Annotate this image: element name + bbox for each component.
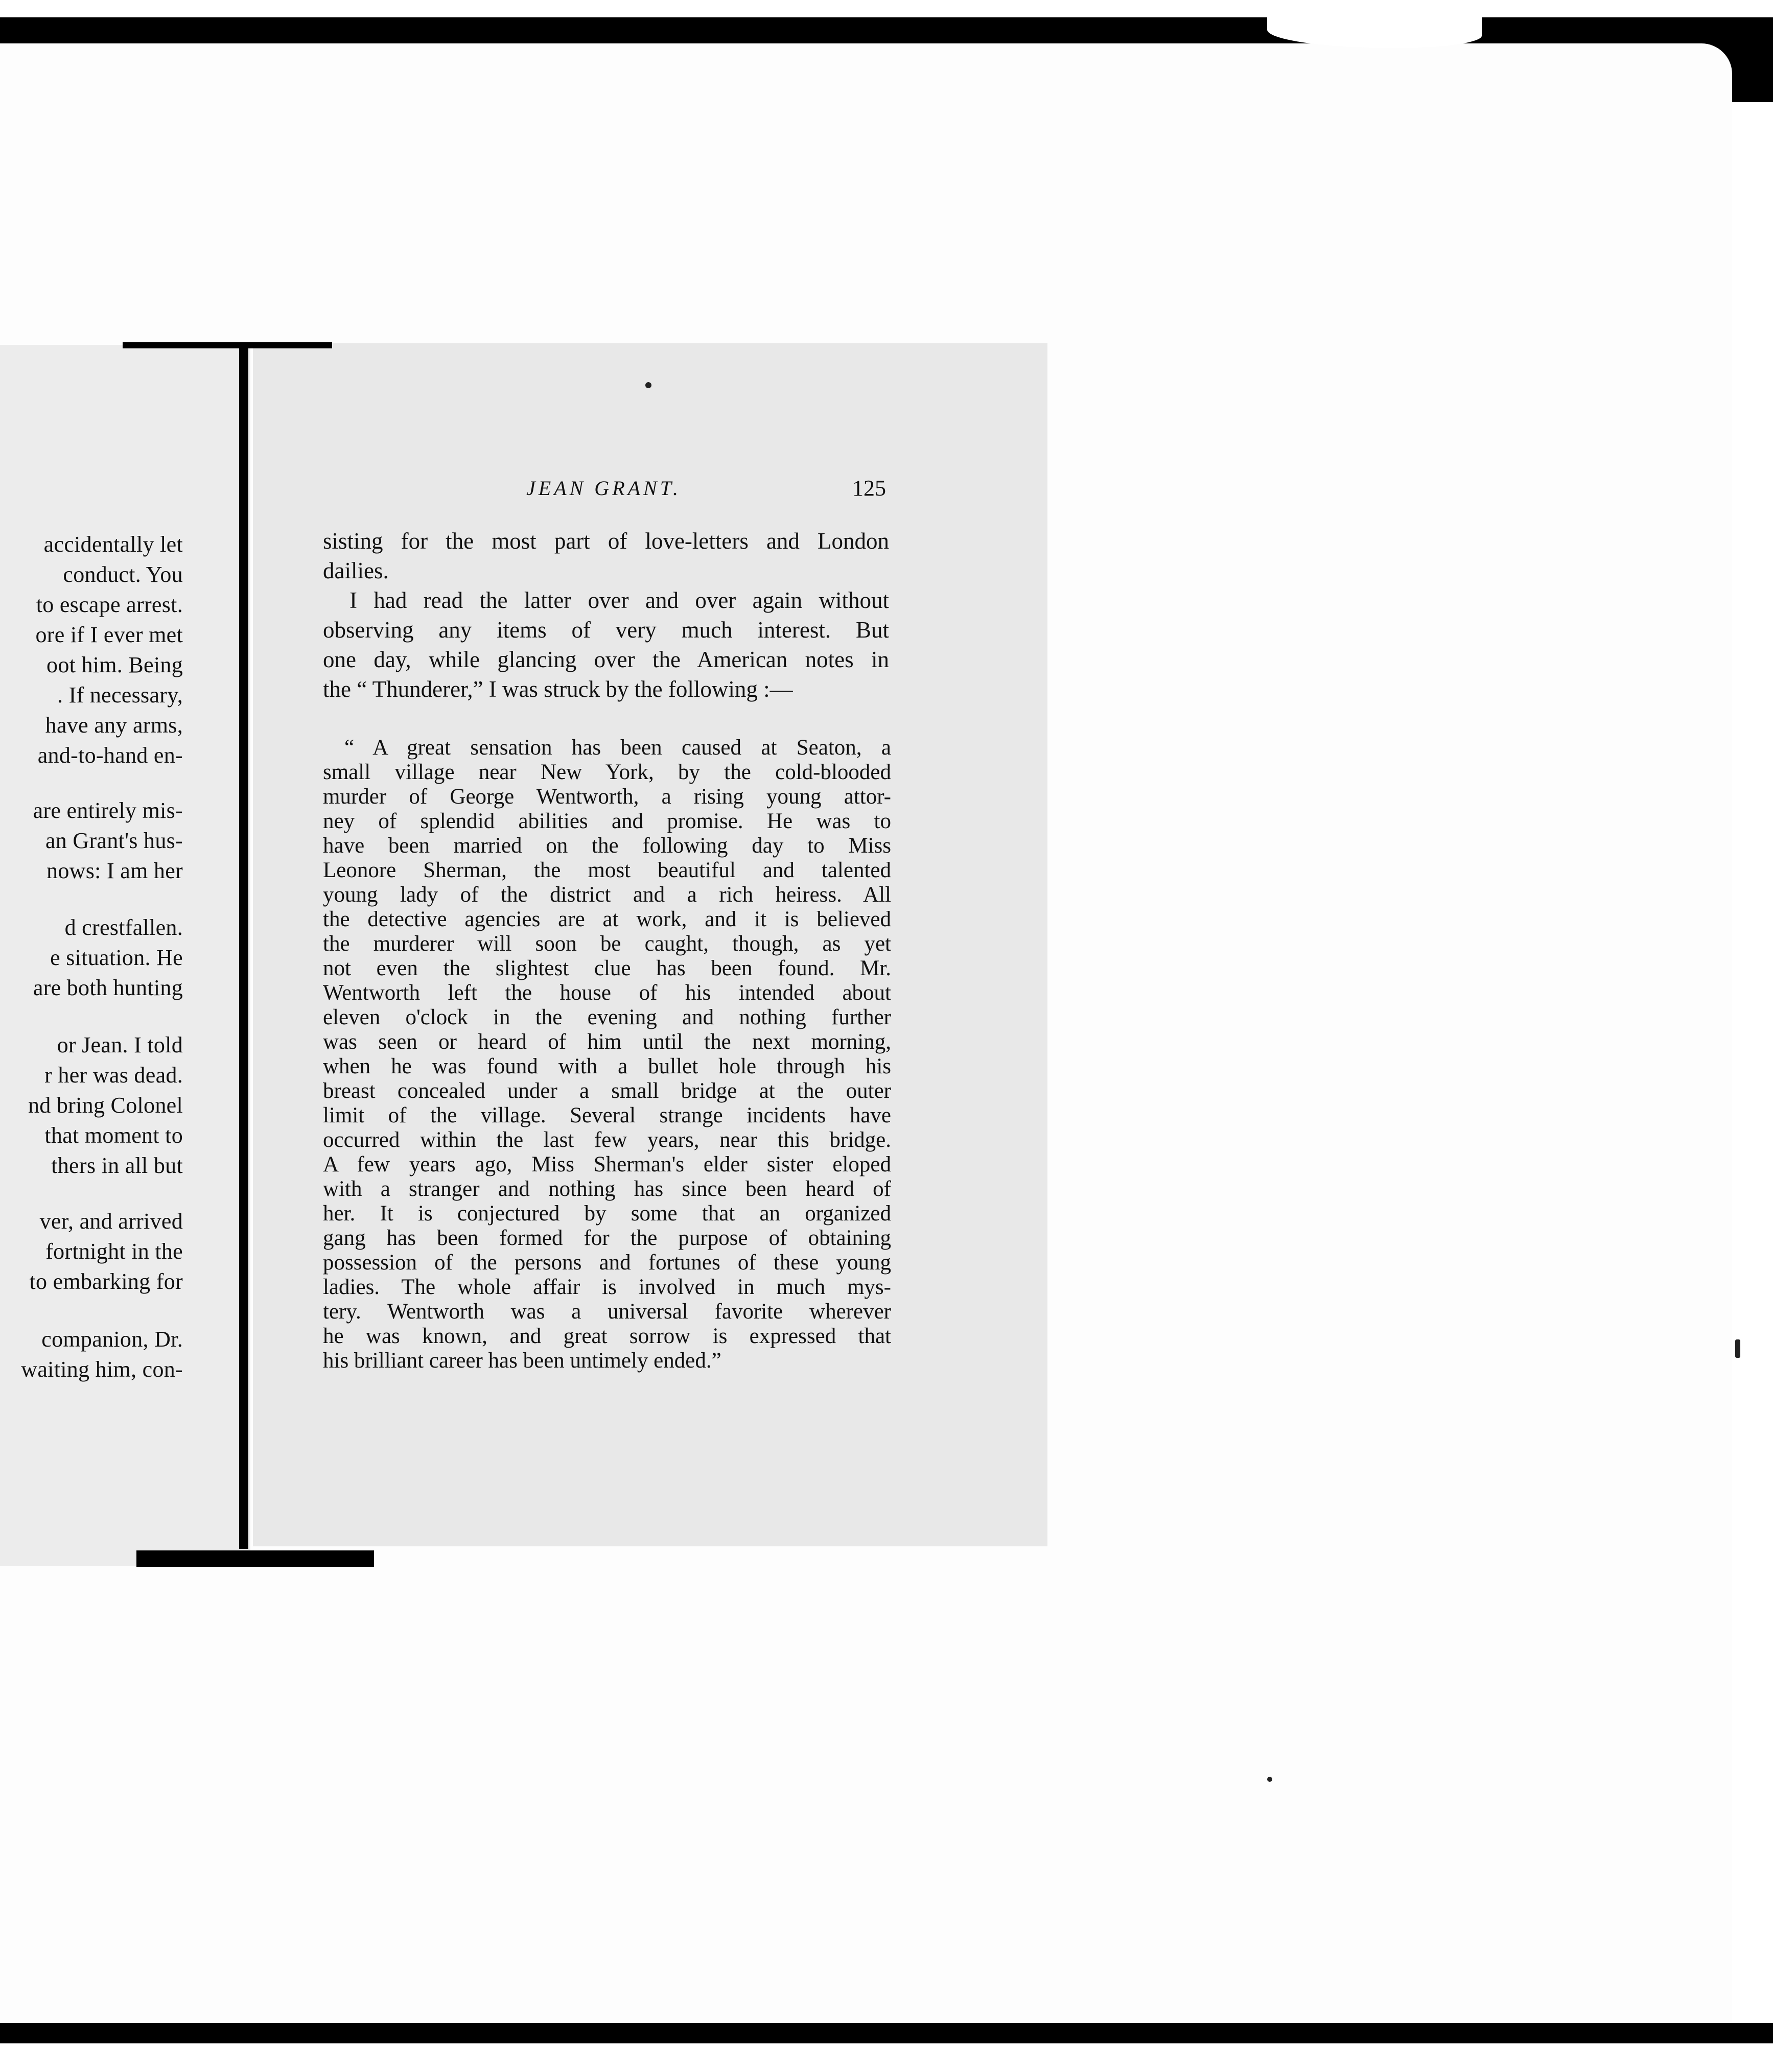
left-line: are both hunting [33, 975, 183, 1000]
scan-mount-bar-gutter [239, 343, 248, 1549]
left-line: ver, and arrived [39, 1209, 183, 1234]
quote-line: he was known, and great sorrow is expressed that [323, 1324, 891, 1348]
left-line: r her was dead. [44, 1063, 183, 1088]
scan-right-border [1732, 102, 1773, 2072]
left-line: ore if I ever met [35, 622, 183, 647]
quote-line: was seen or heard of him until the next morning, [323, 1030, 891, 1054]
left-line: accidentally let [43, 532, 183, 557]
quote-line: occurred within the last few years, near this bridge. [323, 1128, 891, 1152]
quote-line: A few years ago, Miss Sherman's elder sister eloped [323, 1152, 891, 1176]
quote-line: limit of the village. Several strange incidents have [323, 1103, 891, 1127]
left-line: to embarking for [29, 1269, 183, 1294]
quote-line: “ A great sensation has been caused at Seaton, a [344, 736, 891, 760]
left-line: e situation. He [50, 945, 183, 970]
quote-line: Leonore Sherman, the most beautiful and talented [323, 858, 891, 882]
body-line: the “ Thunderer,” I was struck by the following :— [323, 676, 793, 702]
body-line: sisting for the most part of love-letters and London [323, 528, 889, 554]
left-line: or Jean. I told [57, 1032, 183, 1057]
scan-mount-bar-top [123, 342, 332, 348]
left-line: fortnight in the [45, 1239, 183, 1264]
left-line: to escape arrest. [36, 592, 183, 617]
quote-line: the murderer will soon be caught, though, as yet [323, 932, 891, 956]
quote-line: small village near New York, by the cold-blooded [323, 760, 891, 784]
quote-line: his brilliant career has been untimely ended.” [323, 1349, 721, 1373]
left-line: . If necessary, [57, 682, 183, 708]
scan-speck [1735, 1339, 1740, 1358]
body-line: I had read the latter over and over again without [349, 587, 889, 613]
left-line: that moment to [44, 1123, 183, 1148]
scan-speck [1267, 1777, 1272, 1782]
quote-line: with a stranger and nothing has since been heard of [323, 1177, 891, 1201]
quote-line: possession of the persons and fortunes of these young [323, 1251, 891, 1275]
quote-line: gang has been formed for the purpose of obtaining [323, 1226, 891, 1250]
quote-line: ney of splendid abilities and promise. He was to [323, 809, 891, 833]
left-line: nd bring Colonel [28, 1093, 183, 1118]
quote-line: young lady of the district and a rich heiress. All [323, 883, 891, 907]
quote-line: the detective agencies are at work, and it is believed [323, 907, 891, 931]
left-line: companion, Dr. [41, 1327, 183, 1352]
quote-line: tery. Wentworth was a universal favorite wherever [323, 1300, 891, 1324]
quote-line: when he was found with a bullet hole through his [323, 1054, 891, 1078]
quote-line: murder of George Wentworth, a rising young attor- [323, 785, 891, 809]
left-line: nows: I am her [46, 858, 183, 883]
left-line: and-to-hand en- [37, 743, 183, 768]
quote-line: ladies. The whole affair is involved in much mys- [323, 1275, 891, 1299]
scan-mount-bar-bottom [136, 1550, 374, 1567]
quote-line: breast concealed under a small bridge at the outer [323, 1079, 891, 1103]
scan-top-border [0, 0, 1773, 17]
left-line: are entirely mis- [33, 798, 183, 823]
quote-line: not even the slightest clue has been found. Mr. [323, 956, 891, 980]
body-line: dailies. [323, 558, 389, 583]
page-number: 125 [852, 476, 886, 501]
left-page [0, 345, 250, 1566]
left-line: conduct. You [63, 562, 183, 587]
quote-line: have been married on the following day to Miss [323, 834, 891, 858]
left-line: waiting him, con- [21, 1357, 183, 1382]
quote-line: Wentworth left the house of his intended about [323, 981, 891, 1005]
left-line: thers in all but [51, 1153, 183, 1178]
body-line: observing any items of very much interest. But [323, 617, 889, 643]
quote-line: her. It is conjectured by some that an organized [323, 1202, 891, 1226]
left-line: have any arms, [45, 713, 183, 738]
left-line: oot him. Being [46, 652, 183, 677]
left-line: d crestfallen. [64, 915, 183, 940]
quote-line: eleven o'clock in the evening and nothing further [323, 1005, 891, 1029]
body-line: one day, while glancing over the American notes in [323, 647, 889, 672]
scan-speck [645, 382, 651, 388]
left-line: an Grant's hus- [45, 828, 183, 853]
running-head: JEAN GRANT. [526, 477, 682, 500]
scan-bottom-shadow [0, 2023, 1773, 2043]
scan-bottom-border [0, 2043, 1773, 2072]
